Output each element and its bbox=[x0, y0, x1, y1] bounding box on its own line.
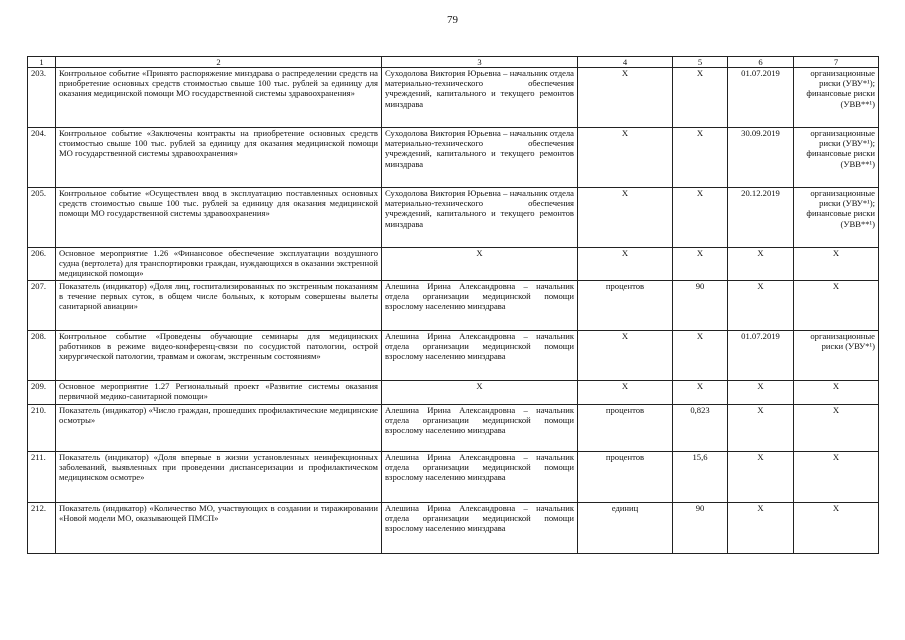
row-unit: Х bbox=[578, 381, 673, 405]
row-unit: Х bbox=[578, 68, 673, 128]
row-risk: Х bbox=[794, 381, 879, 405]
row-value: Х bbox=[673, 188, 728, 248]
row-description: Контрольное событие «Принято распоряжение минздрава о распределении средств на приобретение основных средств стоимостью свыше 100 тыс. рублей за единицу для оказания медицинской помощи МО государственной системы здравоохранения» bbox=[56, 68, 382, 128]
row-number: 210. bbox=[28, 405, 56, 452]
row-responsible: Алешина Ирина Александровна – начальник отдела организации медицинской помощи взрослому населению минздрава bbox=[382, 281, 578, 331]
page-number: 79 bbox=[447, 14, 458, 26]
row-description: Контрольное событие «Осуществлен ввод в эксплуатацию поставленных основных средств стоимостью свыше 100 тыс. рублей за единицу для оказания медицинской помощи МО государственной системы здравоохранения» bbox=[56, 188, 382, 248]
table-row bbox=[28, 188, 879, 248]
row-risk: организационные риски (УВУ*¹); финансовые риски (УВВ**¹) bbox=[794, 68, 879, 128]
row-value: 90 bbox=[673, 503, 728, 554]
table-row bbox=[28, 381, 879, 405]
table-row bbox=[28, 248, 879, 281]
row-unit: Х bbox=[578, 248, 673, 281]
row-date: 20.12.2019 bbox=[728, 188, 794, 248]
row-risk: организационные риски (УВУ*¹); финансовые риски (УВВ**¹) bbox=[794, 128, 879, 188]
row-number: 207. bbox=[28, 281, 56, 331]
row-date: 01.07.2019 bbox=[728, 331, 794, 381]
row-responsible: Суходолова Виктория Юрьевна – начальник отдела материально-технического обеспечения учреждений, капитального и текущего ремонтов минздрава bbox=[382, 68, 578, 128]
row-number: 212. bbox=[28, 503, 56, 554]
row-value: Х bbox=[673, 68, 728, 128]
row-value: Х bbox=[673, 331, 728, 381]
table-row bbox=[28, 452, 879, 503]
row-responsible: Х bbox=[382, 248, 578, 281]
column-header: 7 bbox=[794, 57, 879, 68]
row-date: Х bbox=[728, 381, 794, 405]
row-description: Основное мероприятие 1.27 Региональный проект «Развитие системы оказания первичной медико-санитарной помощи» bbox=[56, 381, 382, 405]
row-value: Х bbox=[673, 128, 728, 188]
row-number: 205. bbox=[28, 188, 56, 248]
row-number: 203. bbox=[28, 68, 56, 128]
row-number: 208. bbox=[28, 331, 56, 381]
row-description: Показатель (индикатор) «Доля впервые в жизни установленных неинфекционных заболеваний, выявленных при проведении диспансеризации и профилактическом медицинском осмотре» bbox=[56, 452, 382, 503]
column-header: 6 bbox=[728, 57, 794, 68]
table-row bbox=[28, 68, 879, 128]
row-responsible: Алешина Ирина Александровна – начальник отдела организации медицинской помощи взрослому населению минздрава bbox=[382, 452, 578, 503]
table-row bbox=[28, 503, 879, 554]
row-number: 209. bbox=[28, 381, 56, 405]
table-row bbox=[28, 128, 879, 188]
column-header: 4 bbox=[578, 57, 673, 68]
row-value: Х bbox=[673, 381, 728, 405]
column-header: 2 bbox=[56, 57, 382, 68]
column-header: 5 bbox=[673, 57, 728, 68]
row-risk: организационные риски (УВУ*¹); финансовые риски (УВВ**¹) bbox=[794, 188, 879, 248]
row-risk: Х bbox=[794, 405, 879, 452]
row-date: Х bbox=[728, 405, 794, 452]
row-unit: Х bbox=[578, 188, 673, 248]
table-row bbox=[28, 281, 879, 331]
row-date: Х bbox=[728, 248, 794, 281]
row-responsible: Алешина Ирина Александровна – начальник отдела организации медицинской помощи взрослому населению минздрава bbox=[382, 503, 578, 554]
column-header: 3 bbox=[382, 57, 578, 68]
row-responsible: Алешина Ирина Александровна – начальник отдела организации медицинской помощи взрослому населению минздрава bbox=[382, 331, 578, 381]
row-unit: Х bbox=[578, 128, 673, 188]
row-description: Показатель (индикатор) «Число граждан, прошедших профилактические медицинские осмотры» bbox=[56, 405, 382, 452]
row-number: 211. bbox=[28, 452, 56, 503]
row-value: 15,6 bbox=[673, 452, 728, 503]
row-date: Х bbox=[728, 503, 794, 554]
row-unit: Х bbox=[578, 331, 673, 381]
row-risk: Х bbox=[794, 248, 879, 281]
row-description: Показатель (индикатор) «Количество МО, участвующих в создании и тиражировании «Новой модели МО, оказывающей ПМСП» bbox=[56, 503, 382, 554]
row-unit: процентов bbox=[578, 452, 673, 503]
row-date: 01.07.2019 bbox=[728, 68, 794, 128]
column-number-row bbox=[28, 57, 879, 68]
row-risk: Х bbox=[794, 452, 879, 503]
row-description: Основное мероприятие 1.26 «Финансовое обеспечение эксплуатации воздушного судна (вертолета) для транспортировки граждан, нуждающихся в оказании экстренной медицинской помощи» bbox=[56, 248, 382, 281]
row-description: Контрольное событие «Проведены обучающие семинары для медицинских работников в режиме видео-конференц-связи по сосудистой патологии, острой хирургической патологии, травмам и ожогам, экстренным состояниям» bbox=[56, 331, 382, 381]
row-responsible: Суходолова Виктория Юрьевна – начальник отдела материально-технического обеспечения учреждений, капитального и текущего ремонтов минздрава bbox=[382, 188, 578, 248]
row-responsible: Х bbox=[382, 381, 578, 405]
row-unit: процентов bbox=[578, 405, 673, 452]
row-value: Х bbox=[673, 248, 728, 281]
row-number: 204. bbox=[28, 128, 56, 188]
row-responsible: Суходолова Виктория Юрьевна – начальник отдела материально-технического обеспечения учреждений, капитального и текущего ремонтов минздрава bbox=[382, 128, 578, 188]
row-unit: процентов bbox=[578, 281, 673, 331]
row-responsible: Алешина Ирина Александровна – начальник отдела организации медицинской помощи взрослому населению минздрава bbox=[382, 405, 578, 452]
measures-table bbox=[27, 56, 879, 554]
row-date: Х bbox=[728, 452, 794, 503]
row-risk: организационные риски (УВУ*¹) bbox=[794, 331, 879, 381]
row-date: Х bbox=[728, 281, 794, 331]
row-risk: Х bbox=[794, 281, 879, 331]
row-number: 206. bbox=[28, 248, 56, 281]
table-row bbox=[28, 405, 879, 452]
row-unit: единиц bbox=[578, 503, 673, 554]
table-row bbox=[28, 331, 879, 381]
row-description: Контрольное событие «Заключены контракты на приобретение основных средств стоимостью свыше 100 тыс. рублей за единицу для оказания медицинской помощи МО государственной системы здравоохранения» bbox=[56, 128, 382, 188]
row-date: 30.09.2019 bbox=[728, 128, 794, 188]
row-risk: Х bbox=[794, 503, 879, 554]
row-value: 0,823 bbox=[673, 405, 728, 452]
row-value: 90 bbox=[673, 281, 728, 331]
column-header: 1 bbox=[28, 57, 56, 68]
row-description: Показатель (индикатор) «Доля лиц, госпитализированных по экстренным показаниям в течение первых суток, в общем числе больных, к которым совершены вылеты санитарной авиации» bbox=[56, 281, 382, 331]
